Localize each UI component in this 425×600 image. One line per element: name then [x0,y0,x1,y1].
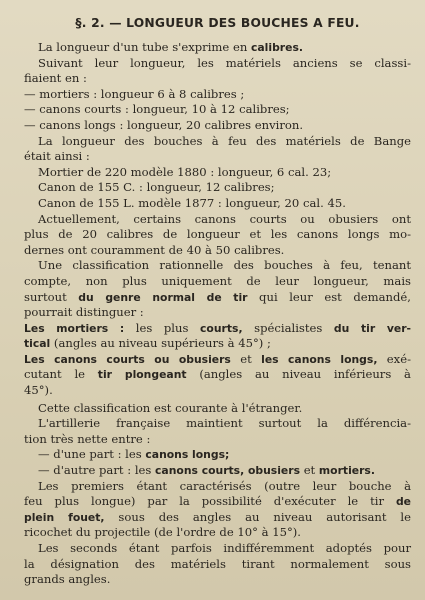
paragraph-classification-rationnelle [24,258,411,320]
text: — d'autre part : les [38,463,156,478]
text-line: compte, non plus uniquement de leur longueur, mais [24,273,411,288]
text-line: Une classification rationnelle des bouches à feu, tenant [38,258,411,273]
text: La longueur d'un tube s'exprime en [38,40,251,54]
bold-text: les canons longs, [261,352,378,366]
text-line [24,352,411,368]
list-item: Mortier de 220 modèle 1880 : longueur, 6 cal. 23; [38,164,332,179]
text-line [24,494,411,510]
bold-text: courts, [200,321,243,335]
text: feu plus longue) par la possibilité d'exécuter le tir [24,494,396,509]
text-line: Cette classification est courante à l'étranger. [38,400,303,415]
paragraph-mortiers [24,321,411,352]
list-item [24,463,411,479]
text: — d'une part : les [38,447,146,462]
bold-text: tir plongeant [97,368,187,382]
paragraph-actuellement [24,212,411,259]
bold-text: Les canons courts ou obusiers [24,352,231,366]
text: et [300,463,319,478]
paragraph-etranger [24,401,411,417]
list-item: — mortiers : longueur 6 à 8 calibres ; [24,86,245,101]
text-line: Les premiers étant caractérisés (outre leur bouche à [38,478,411,493]
text-line: plus de 20 calibres de longueur et les canons longs mo- [24,227,411,242]
paragraph-classification-ancienne [24,56,411,134]
bold-text: tical [24,337,51,351]
text: cutant le [24,367,98,382]
bold-text: canons courts, obusiers [155,464,301,478]
bold-text: canons longs; [145,448,230,462]
text-line: L'artillerie française maintient surtout la différencia- [38,416,411,431]
text-line: 45°). [24,383,53,398]
text-line: la désignation des matériels tirant normalement sous [24,556,411,571]
paragraph-seconds [24,541,411,588]
text-line [24,40,411,56]
text: spécialistes [242,320,334,335]
list-item: Canon de 155 C. : longueur, 12 calibres; [38,180,275,195]
list-item: — canons longs : longueur, 20 calibres environ. [24,117,304,132]
text-line: grands angles. [24,572,111,587]
text-line: La longueur des bouches à feu des matériels de Bange [38,133,411,148]
bold-text: de [395,495,411,509]
list-item [24,447,411,463]
list-item: — canons courts : longueur, 10 à 12 calibres; [24,102,290,117]
paragraph-artillerie-francaise [24,416,411,478]
text: (angles au niveau supérieurs à 45°) ; [50,336,271,351]
text-line [24,321,411,337]
list-item: Canon de 155 L. modèle 1877 : longueur, 20 cal. 45. [38,195,346,210]
text: et [230,351,262,366]
text-line: était ainsi : [24,149,90,164]
text: (angles au niveau inférieurs à [186,367,411,382]
text-line: Actuellement, certains canons courts ou obusiers ont [38,211,411,226]
text-line [24,290,411,306]
bold-text: du tir ver- [333,321,412,335]
text-line: tion très nette entre : [24,431,151,446]
text: sous des angles au niveau autorisant le [104,509,411,524]
text-line [24,367,411,383]
text-line: pourrait distinguer : [24,305,144,320]
text: les plus [124,320,201,335]
text-line: ricochet du projectile (de l'ordre de 10° à 15°). [24,525,301,540]
paragraph-calibres [24,40,411,56]
bold-text: plein fouet, [24,510,105,524]
text: surtout [24,289,79,304]
text-line: Les seconds étant parfois indifféremment adoptés pour [38,541,411,555]
paragraph-premiers [24,479,411,541]
paragraph-de-bange [24,134,411,212]
text-line: Suivant leur longueur, les matériels anciens se classi- [38,55,411,70]
paragraph-canons [24,352,411,399]
text-line [24,336,411,352]
text: exé- [377,351,411,366]
bold-text: mortiers. [318,464,375,478]
bold-text: Les mortiers : [24,321,125,335]
text: qui leur est demandé, [247,289,411,304]
section-title: §. 2. — LONGUEUR DES BOUCHES A FEU. [75,16,360,30]
bold-text: du genre normal de tir [78,290,248,304]
text-line [24,510,411,526]
text-line: dernes ont couramment de 40 à 50 calibres. [24,242,285,257]
bold-text: calibres. [250,41,303,54]
text-line: fiaient en : [24,71,87,86]
